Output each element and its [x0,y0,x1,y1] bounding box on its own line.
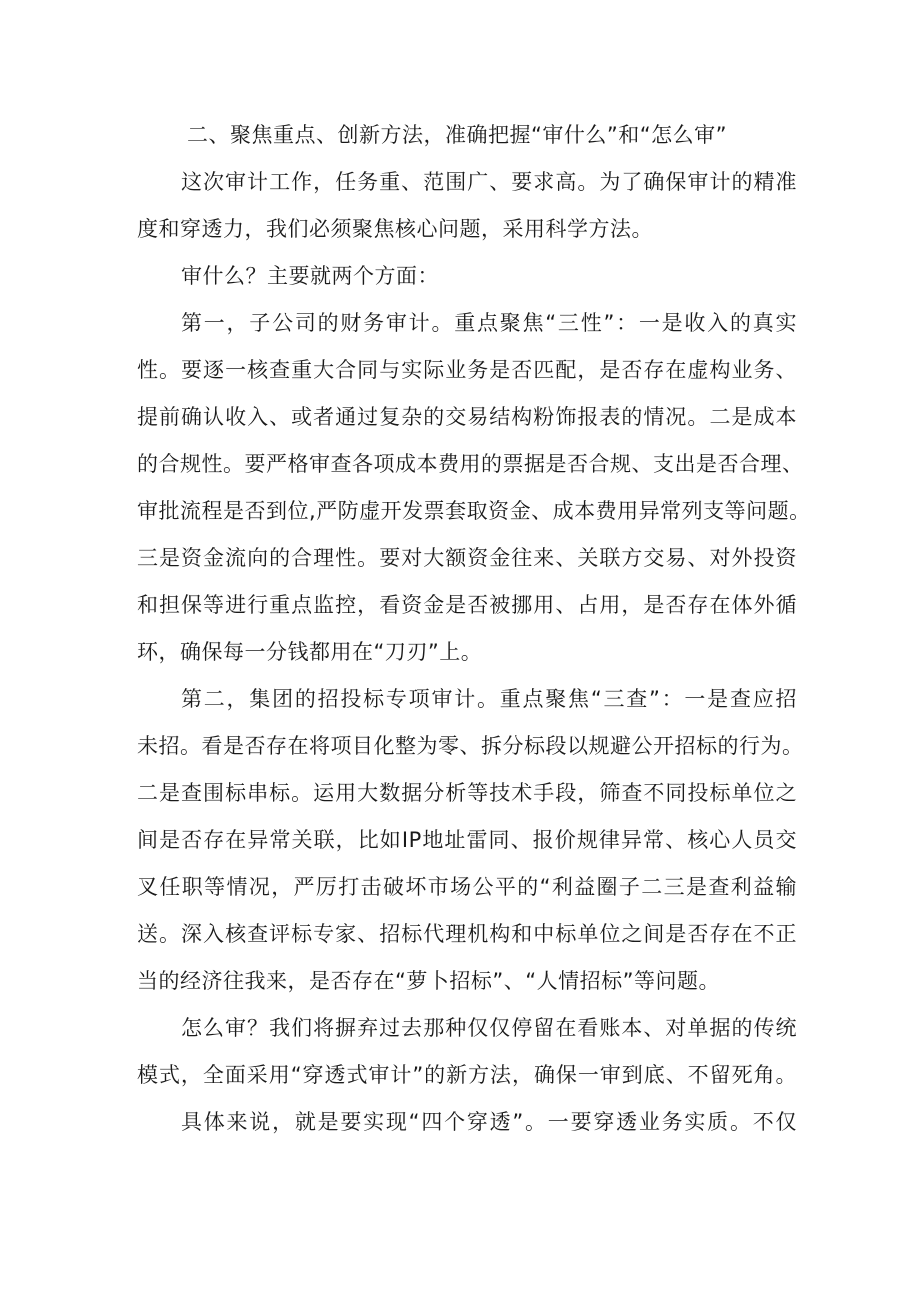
paragraph-line: 的合规性。要严格审查各项成本费用的票据是否合规、支出是否合理、 [137,452,804,476]
paragraph-line: 度和穿透力，我们必须聚焦核心问题，采用科学方法。 [137,217,653,241]
document-body [137,112,811,1146]
section-heading: 二、聚焦重点、创新方法，准确把握“审什么”和“怎么审” [187,123,728,147]
paragraph-line: 提前确认收入、或者通过复杂的交易结构粉饰报表的情况。二是成本 [137,405,797,429]
paragraph-line: 送。深入核查评标专家、招标代理机构和中标单位之间是否存在不正 [137,922,797,946]
paragraph-line: 这次审计工作，任务重、范围广、要求高。为了确保审计的精准 [181,170,797,194]
paragraph-line: 二是查围标串标。运用大数据分析等技术手段，筛查不同投标单位之 [137,781,797,805]
paragraph-line: 审批流程是否到位,严防虚开发票套取资金、成本费用异常列支等问题。 [137,499,811,523]
paragraph-line: 模式，全面采用“穿透式审计”的新方法，确保一审到底、不留死角。 [137,1063,797,1087]
paragraph-line: 和担保等进行重点监控，看资金是否被挪用、占用，是否存在体外循 [137,593,797,617]
paragraph-line: 具体来说，就是要实现“四个穿透”。一要穿透业务实质。不仅 [181,1110,797,1134]
paragraph-line: 性。要逐一核查重大合同与实际业务是否匹配，是否存在虚构业务、 [137,358,797,382]
paragraph-line: 第二，集团的招投标专项审计。重点聚焦“三查”：一是查应招 [181,687,797,711]
paragraph-line: 间是否存在异常关联，比如IP地址雷同、报价规律异常、核心人员交 [137,828,797,852]
paragraph-line: 未招。看是否存在将项目化整为零、拆分标段以规避公开招标的行为。 [137,734,804,758]
paragraph-line: 怎么审？我们将摒弃过去那种仅仅停留在看账本、对单据的传统 [181,1016,797,1040]
paragraph-line: 当的经济往我来，是否存在“萝卜招标”、“人情招标”等问题。 [137,969,721,993]
paragraph-line: 叉任职等情况，严厉打击破坏市场公平的“利益圈子二三是查利益输 [137,875,797,899]
paragraph-line: 第一，子公司的财务审计。重点聚焦“三性”：一是收入的真实 [181,311,797,335]
paragraph-line: 环，确保每一分钱都用在“刀刃”上。 [137,640,483,664]
paragraph-line: 审什么？主要就两个方面： [181,264,439,288]
paragraph-line: 三是资金流向的合理性。要对大额资金往来、关联方交易、对外投资 [137,546,797,570]
